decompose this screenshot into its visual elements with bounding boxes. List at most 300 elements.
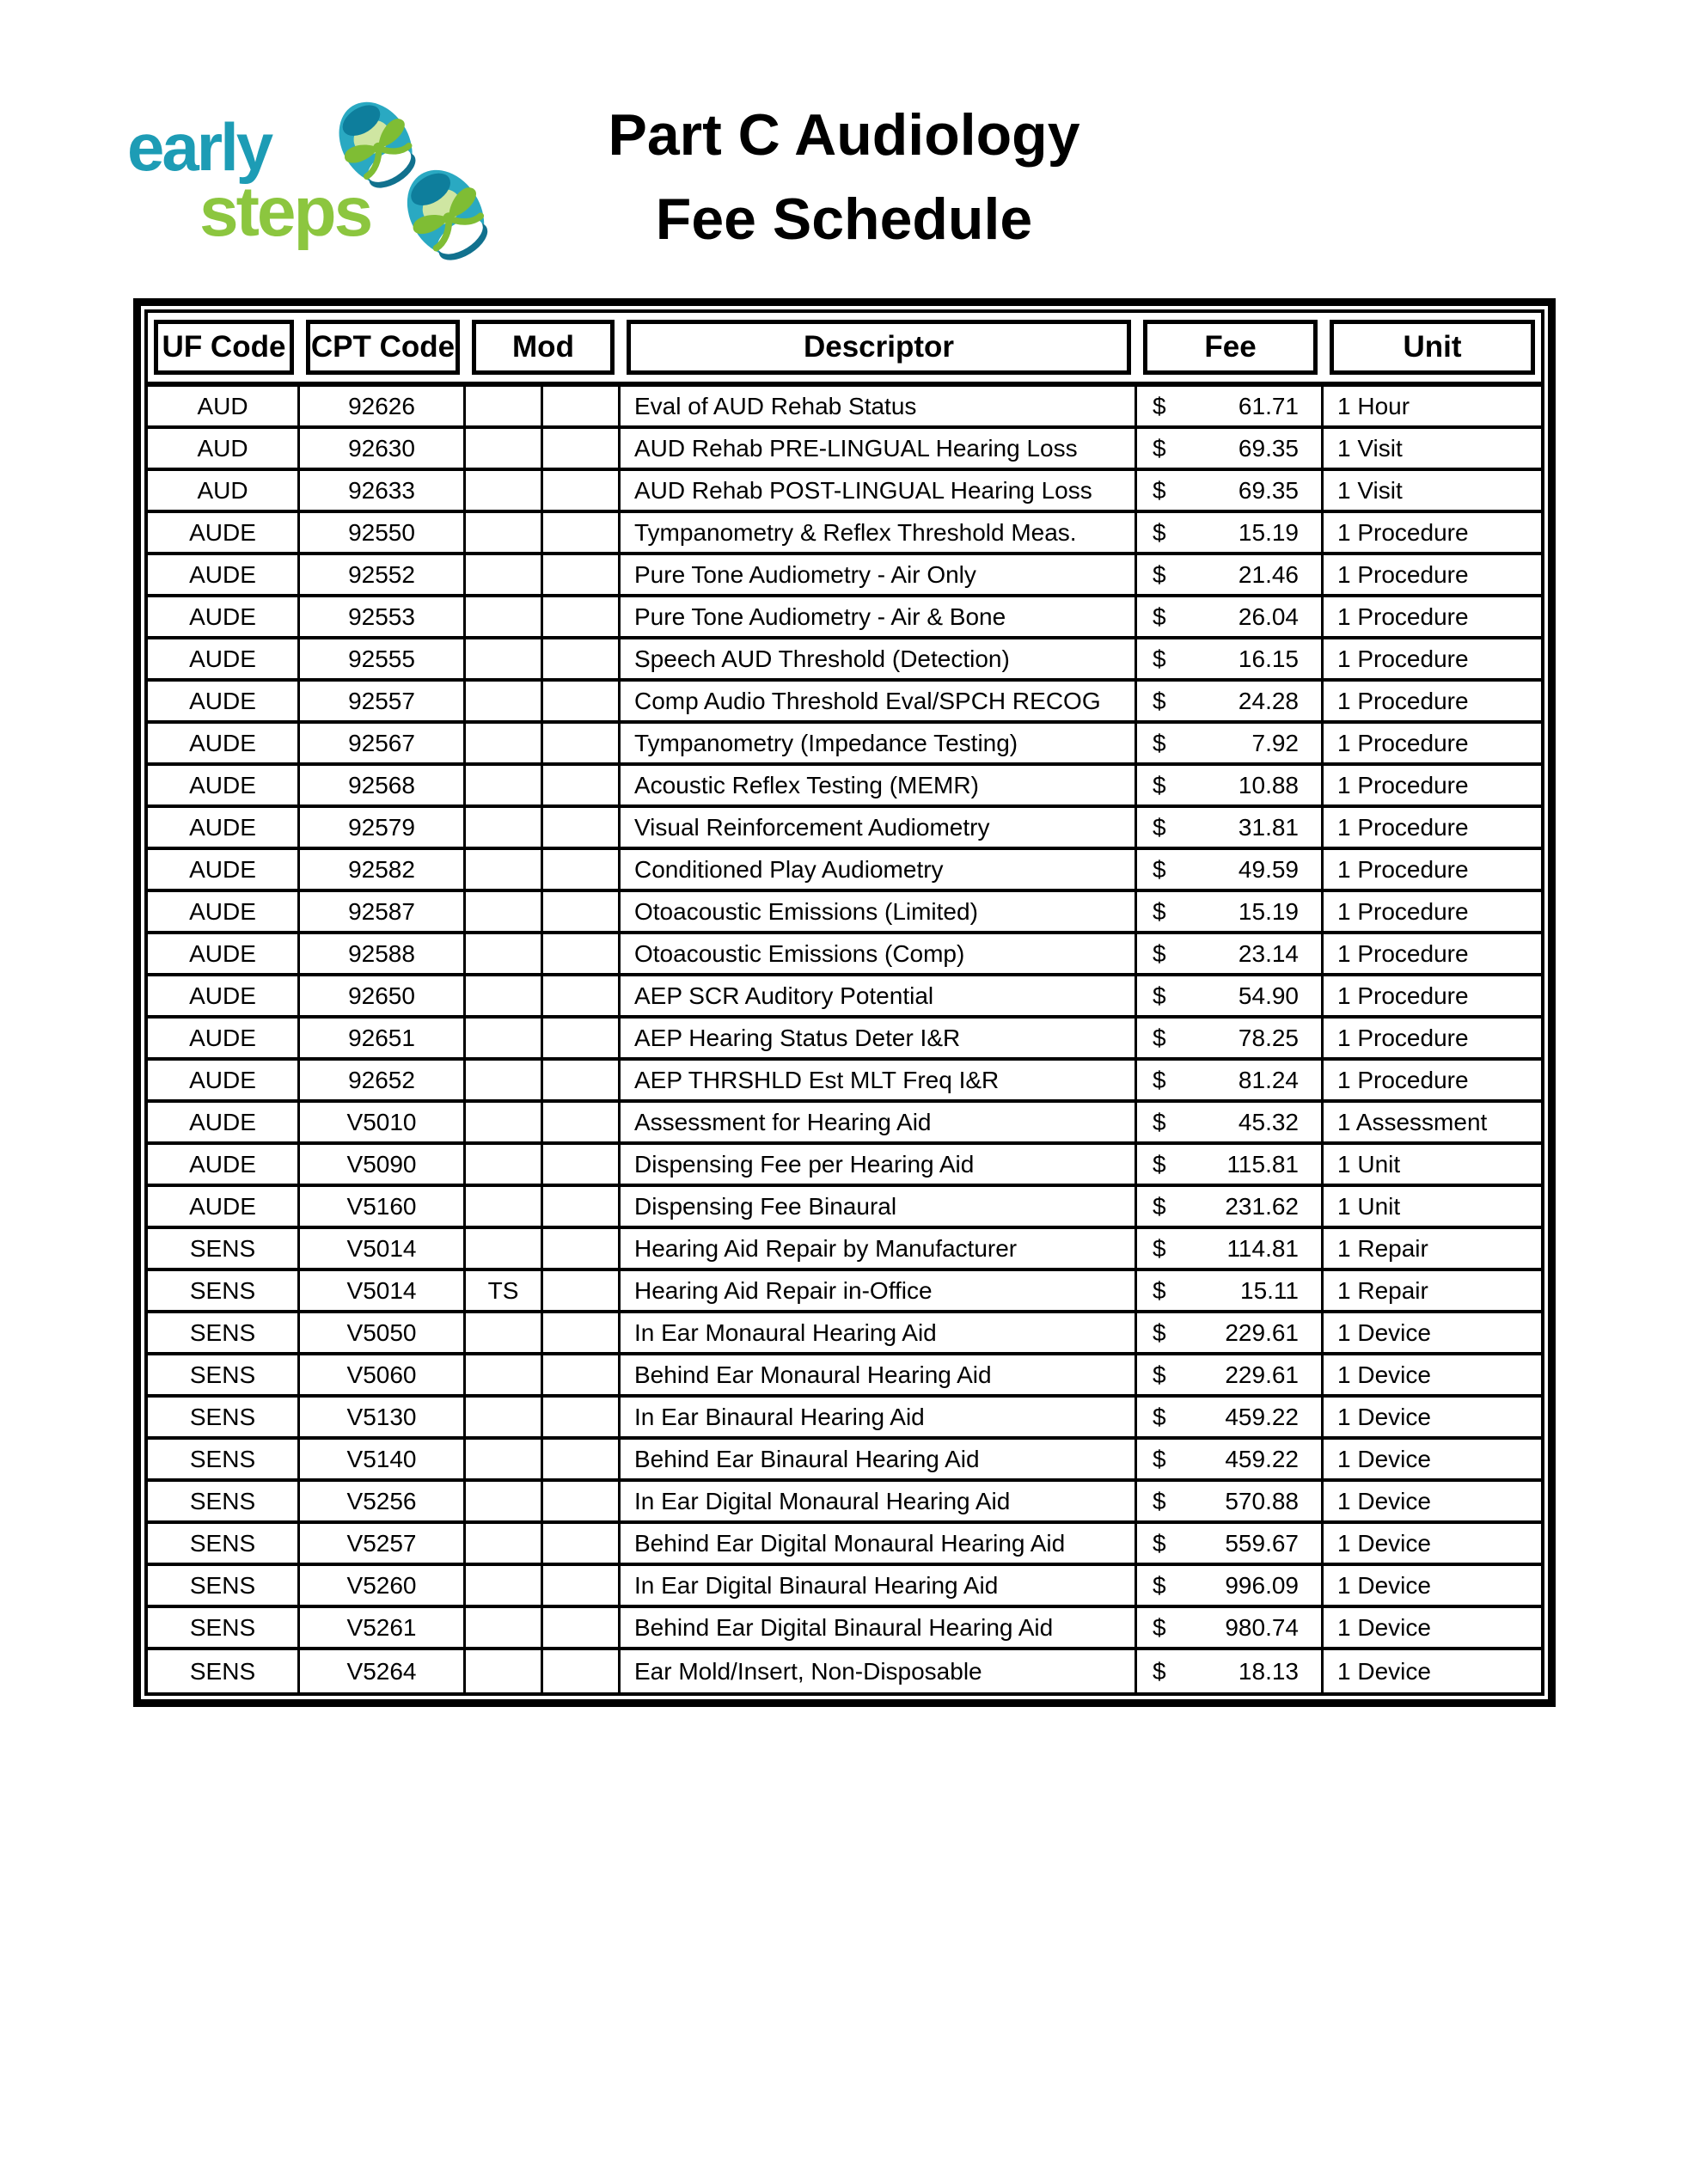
cpt-code-cell: 92550 [300,513,466,552]
unit-cell: 1 Procedure [1337,518,1469,546]
unit-cell: 1 Device [1337,1613,1431,1641]
cpt-code-cell: V5140 [300,1440,466,1478]
descriptor-cell: AUD Rehab POST-LINGUAL Hearing Loss [621,471,1137,510]
mod2-cell [543,471,621,510]
mod1-cell [466,597,543,636]
fee-amount: 459.22 [1225,1445,1299,1472]
unit-cell: 1 Procedure [1337,855,1469,883]
mod1-cell [466,1187,543,1226]
table-row [148,1061,1541,1103]
unit-cell: 1 Hour [1337,392,1410,419]
currency-symbol: $ [1153,603,1166,630]
unit-cell: 1 Procedure [1337,1024,1469,1051]
mod1-cell [466,1313,543,1352]
fee-schedule-table-inner [144,309,1544,1696]
descriptor-cell: Pure Tone Audiometry - Air & Bone [621,597,1137,636]
table-row [148,471,1541,513]
descriptor-cell: Speech AUD Threshold (Detection) [621,639,1137,678]
fee-cell [1137,387,1324,425]
fee-amount: 61.71 [1238,392,1299,419]
table-row [148,976,1541,1019]
uf-code-cell: AUDE [148,1061,300,1099]
cpt-code-cell: V5060 [300,1355,466,1394]
mod2-cell [543,1440,621,1478]
mod2-cell [543,1398,621,1436]
fee-cell [1137,1524,1324,1563]
mod1-cell [466,934,543,973]
fee-cell [1137,724,1324,762]
currency-symbol: $ [1153,939,1166,967]
header-label-cpt-code: CPT Code [306,320,460,375]
descriptor-cell: In Ear Monaural Hearing Aid [621,1313,1137,1352]
unit-cell: 1 Device [1337,1657,1431,1685]
fee-amount: 15.19 [1238,897,1299,925]
currency-symbol: $ [1153,729,1166,756]
unit-cell: 1 Repair [1337,1276,1428,1304]
descriptor-cell: AEP Hearing Status Deter I&R [621,1019,1137,1057]
descriptor-cell: Acoustic Reflex Testing (MEMR) [621,766,1137,804]
fee-amount: 996.09 [1225,1571,1299,1599]
unit-cell: 1 Unit [1337,1192,1401,1220]
table-row [148,1103,1541,1145]
uf-code-cell: AUD [148,471,300,510]
table-row [148,387,1541,429]
currency-symbol: $ [1153,687,1166,714]
mod1-cell [466,1398,543,1436]
header-label-descriptor: Descriptor [627,320,1131,375]
table-row [148,1440,1541,1482]
mod2-cell [543,1103,621,1141]
uf-code-cell: AUDE [148,934,300,973]
unit-cell: 1 Procedure [1337,687,1469,714]
table-row [148,1229,1541,1271]
fee-amount: 459.22 [1225,1403,1299,1430]
page-title [0,93,1688,261]
fee-cell [1137,892,1324,931]
table-row [148,892,1541,934]
currency-symbol: $ [1153,434,1166,462]
currency-symbol: $ [1153,855,1166,883]
fee-amount: 78.25 [1238,1024,1299,1051]
table-row [148,1398,1541,1440]
fee-cell [1137,976,1324,1015]
descriptor-cell: Conditioned Play Audiometry [621,850,1137,889]
table-row [148,1271,1541,1313]
cpt-code-cell: 92557 [300,682,466,720]
fee-cell [1137,1061,1324,1099]
fee-cell [1137,1187,1324,1226]
fee-amount: 54.90 [1238,982,1299,1009]
uf-code-cell: SENS [148,1271,300,1310]
logo-word-steps: steps [199,173,371,251]
table-row [148,1482,1541,1524]
uf-code-cell: AUDE [148,766,300,804]
header-label-unit: Unit [1330,320,1535,375]
fee-amount: 15.11 [1240,1276,1299,1304]
currency-symbol: $ [1153,1150,1166,1178]
cpt-code-cell: 92587 [300,892,466,931]
uf-code-cell: SENS [148,1355,300,1394]
mod2-cell [543,1187,621,1226]
uf-code-cell: AUDE [148,808,300,847]
currency-symbol: $ [1153,1234,1166,1262]
cpt-code-cell: V5160 [300,1187,466,1226]
descriptor-cell: Tympanometry (Impedance Testing) [621,724,1137,762]
fee-amount: 10.88 [1238,771,1299,798]
mod1-cell [466,850,543,889]
mod2-cell [543,892,621,931]
fee-amount: 49.59 [1238,855,1299,883]
descriptor-cell: Hearing Aid Repair by Manufacturer [621,1229,1137,1268]
cpt-code-cell: 92552 [300,555,466,594]
mod2-cell [543,1229,621,1268]
fee-amount: 31.81 [1238,813,1299,841]
mod1-cell [466,1355,543,1394]
descriptor-cell: Behind Ear Monaural Hearing Aid [621,1355,1137,1394]
page-title-line2: Fee Schedule [655,187,1033,252]
currency-symbol: $ [1153,897,1166,925]
mod1-cell: TS [466,1271,543,1310]
cpt-code-cell: V5010 [300,1103,466,1141]
descriptor-cell: Visual Reinforcement Audiometry [621,808,1137,847]
descriptor-cell: In Ear Digital Binaural Hearing Aid [621,1566,1137,1605]
fee-cell [1137,934,1324,973]
fee-amount: 69.35 [1238,476,1299,504]
fee-amount: 15.19 [1238,518,1299,546]
currency-symbol: $ [1153,1487,1166,1514]
fee-amount: 81.24 [1238,1066,1299,1093]
currency-symbol: $ [1153,1192,1166,1220]
mod2-cell [543,1355,621,1394]
descriptor-cell: Behind Ear Binaural Hearing Aid [621,1440,1137,1478]
mod2-cell [543,597,621,636]
descriptor-cell: AEP SCR Auditory Potential [621,976,1137,1015]
fee-cell [1137,429,1324,468]
fee-cell [1137,1271,1324,1310]
uf-code-cell: SENS [148,1440,300,1478]
table-row [148,724,1541,766]
table-row [148,766,1541,808]
uf-code-cell: AUDE [148,1187,300,1226]
unit-cell: 1 Device [1337,1487,1431,1514]
mod2-cell [543,1566,621,1605]
descriptor-cell: Dispensing Fee Binaural [621,1187,1137,1226]
unit-cell: 1 Procedure [1337,939,1469,967]
uf-code-cell: SENS [148,1229,300,1268]
fee-cell [1137,639,1324,678]
descriptor-cell: AEP THRSHLD Est MLT Freq I&R [621,1061,1137,1099]
uf-code-cell: AUD [148,387,300,425]
descriptor-cell: In Ear Digital Monaural Hearing Aid [621,1482,1137,1520]
uf-code-cell: AUDE [148,555,300,594]
cpt-code-cell: 92568 [300,766,466,804]
unit-cell: 1 Device [1337,1529,1431,1557]
table-row [148,682,1541,724]
fee-cell [1137,1608,1324,1647]
unit-cell: 1 Unit [1337,1150,1401,1178]
currency-symbol: $ [1153,1318,1166,1346]
table-row [148,1019,1541,1061]
mod2-cell [543,682,621,720]
uf-code-cell: AUDE [148,976,300,1015]
table-row [148,1524,1541,1566]
unit-cell: 1 Procedure [1337,560,1469,588]
header-label-mod: Mod [472,320,615,375]
fee-cell [1137,1398,1324,1436]
unit-cell: 1 Device [1337,1361,1431,1388]
fee-cell [1137,1103,1324,1141]
table-row [148,597,1541,639]
fee-cell [1137,1566,1324,1605]
mod2-cell [543,1061,621,1099]
descriptor-cell: Otoacoustic Emissions (Limited) [621,892,1137,931]
mod1-cell [466,1524,543,1563]
unit-cell: 1 Device [1337,1571,1431,1599]
mod2-cell [543,1313,621,1352]
mod2-cell [543,639,621,678]
table-row [148,1650,1541,1692]
table-row [148,1608,1541,1650]
currency-symbol: $ [1153,1657,1166,1685]
cpt-code-cell: 92567 [300,724,466,762]
fee-cell [1137,808,1324,847]
mod2-cell [543,934,621,973]
mod2-cell [543,766,621,804]
uf-code-cell: AUDE [148,597,300,636]
mod1-cell [466,1019,543,1057]
currency-symbol: $ [1153,771,1166,798]
mod1-cell [466,429,543,468]
table-row [148,429,1541,471]
cpt-code-cell: V5256 [300,1482,466,1520]
descriptor-cell: Pure Tone Audiometry - Air Only [621,555,1137,594]
currency-symbol: $ [1153,982,1166,1009]
header-cell-unit [1324,313,1541,382]
header-cell-fee [1137,313,1324,382]
mod1-cell [466,1440,543,1478]
unit-cell: 1 Procedure [1337,603,1469,630]
fee-schedule-table [133,298,1556,1707]
fee-cell [1137,1650,1324,1692]
table-row [148,850,1541,892]
cpt-code-cell: V5130 [300,1398,466,1436]
mod2-cell [543,1608,621,1647]
mod1-cell [466,682,543,720]
currency-symbol: $ [1153,1613,1166,1641]
cpt-code-cell: V5261 [300,1608,466,1647]
fee-amount: 114.81 [1226,1234,1299,1262]
uf-code-cell: SENS [148,1398,300,1436]
fee-amount: 570.88 [1225,1487,1299,1514]
fee-amount: 16.15 [1238,645,1299,672]
mod1-cell [466,387,543,425]
fee-cell [1137,1019,1324,1057]
table-row [148,1187,1541,1229]
cpt-code-cell: 92579 [300,808,466,847]
table-row [148,555,1541,597]
descriptor-cell: Behind Ear Digital Binaural Hearing Aid [621,1608,1137,1647]
fee-cell [1137,1440,1324,1478]
unit-cell: 1 Device [1337,1403,1431,1430]
unit-cell: 1 Device [1337,1445,1431,1472]
table-row [148,1145,1541,1187]
uf-code-cell: AUDE [148,639,300,678]
fee-amount: 24.28 [1238,687,1299,714]
mod2-cell [543,724,621,762]
uf-code-cell: SENS [148,1313,300,1352]
uf-code-cell: AUDE [148,850,300,889]
fee-amount: 21.46 [1238,560,1299,588]
fee-cell [1137,682,1324,720]
table-row [148,1313,1541,1355]
unit-cell: 1 Assessment [1337,1108,1488,1135]
currency-symbol: $ [1153,1108,1166,1135]
mod1-cell [466,1229,543,1268]
header-cell-uf-code [148,313,300,382]
fee-table-body [148,387,1541,1692]
mod1-cell [466,1566,543,1605]
header-cell-descriptor [621,313,1137,382]
mod2-cell [543,1271,621,1310]
uf-code-cell: SENS [148,1650,300,1692]
uf-code-cell: AUDE [148,724,300,762]
header-label-fee: Fee [1143,320,1318,375]
mod1-cell [466,1482,543,1520]
fee-amount: 7.92 [1251,729,1299,756]
fee-cell [1137,850,1324,889]
cpt-code-cell: V5090 [300,1145,466,1184]
table-row [148,808,1541,850]
mod2-cell [543,808,621,847]
descriptor-cell: Comp Audio Threshold Eval/SPCH RECOG [621,682,1137,720]
mod2-cell [543,1650,621,1692]
descriptor-cell: Ear Mold/Insert, Non-Disposable [621,1650,1137,1692]
descriptor-cell: Dispensing Fee per Hearing Aid [621,1145,1137,1184]
currency-symbol: $ [1153,1571,1166,1599]
currency-symbol: $ [1153,1403,1166,1430]
fee-cell [1137,1313,1324,1352]
fee-amount: 559.67 [1225,1529,1299,1557]
logo-word-early: early [127,109,272,185]
mod1-cell [466,976,543,1015]
currency-symbol: $ [1153,392,1166,419]
descriptor-cell: Eval of AUD Rehab Status [621,387,1137,425]
unit-cell: 1 Procedure [1337,982,1469,1009]
fee-amount: 69.35 [1238,434,1299,462]
mod2-cell [543,850,621,889]
mod1-cell [466,639,543,678]
mod1-cell [466,892,543,931]
mod2-cell [543,513,621,552]
descriptor-cell: Tympanometry & Reflex Threshold Meas. [621,513,1137,552]
uf-code-cell: AUDE [148,1103,300,1141]
currency-symbol: $ [1153,1024,1166,1051]
mod1-cell [466,766,543,804]
descriptor-cell: Hearing Aid Repair in-Office [621,1271,1137,1310]
cpt-code-cell: 92555 [300,639,466,678]
currency-symbol: $ [1153,1529,1166,1557]
currency-symbol: $ [1153,813,1166,841]
mod2-cell [543,1482,621,1520]
mod1-cell [466,1061,543,1099]
fee-amount: 23.14 [1238,939,1299,967]
cpt-code-cell: V5014 [300,1229,466,1268]
descriptor-cell: AUD Rehab PRE-LINGUAL Hearing Loss [621,429,1137,468]
fee-cell [1137,766,1324,804]
table-row [148,513,1541,555]
uf-code-cell: AUD [148,429,300,468]
cpt-code-cell: V5050 [300,1313,466,1352]
currency-symbol: $ [1153,1276,1166,1304]
currency-symbol: $ [1153,1066,1166,1093]
cpt-code-cell: 92650 [300,976,466,1015]
cpt-code-cell: 92553 [300,597,466,636]
unit-cell: 1 Procedure [1337,897,1469,925]
fee-cell [1137,1355,1324,1394]
mod1-cell [466,1650,543,1692]
mod1-cell [466,513,543,552]
cpt-code-cell: V5014 [300,1271,466,1310]
fee-cell [1137,471,1324,510]
fee-amount: 26.04 [1238,603,1299,630]
table-row [148,1566,1541,1608]
table-row [148,934,1541,976]
cpt-code-cell: 92582 [300,850,466,889]
uf-code-cell: AUDE [148,1019,300,1057]
cpt-code-cell: V5264 [300,1650,466,1692]
currency-symbol: $ [1153,560,1166,588]
cpt-code-cell: V5260 [300,1566,466,1605]
mod1-cell [466,1608,543,1647]
uf-code-cell: SENS [148,1566,300,1605]
table-row [148,1355,1541,1398]
uf-code-cell: AUDE [148,1145,300,1184]
fee-amount: 229.61 [1225,1318,1299,1346]
uf-code-cell: AUDE [148,682,300,720]
descriptor-cell: Assessment for Hearing Aid [621,1103,1137,1141]
unit-cell: 1 Procedure [1337,729,1469,756]
unit-cell: 1 Procedure [1337,771,1469,798]
uf-code-cell: SENS [148,1482,300,1520]
currency-symbol: $ [1153,645,1166,672]
cpt-code-cell: 92626 [300,387,466,425]
mod1-cell [466,471,543,510]
header-cell-cpt-code [300,313,466,382]
fee-amount: 115.81 [1226,1150,1299,1178]
table-header-row [148,313,1541,387]
header-label-uf-code: UF Code [154,320,294,375]
fee-amount: 980.74 [1225,1613,1299,1641]
fee-cell [1137,1145,1324,1184]
cpt-code-cell: 92588 [300,934,466,973]
descriptor-cell: Otoacoustic Emissions (Comp) [621,934,1137,973]
table-row [148,639,1541,682]
fee-cell [1137,1229,1324,1268]
mod2-cell [543,555,621,594]
unit-cell: 1 Device [1337,1318,1431,1346]
mod2-cell [543,1145,621,1184]
uf-code-cell: SENS [148,1524,300,1563]
currency-symbol: $ [1153,1361,1166,1388]
mod1-cell [466,1103,543,1141]
unit-cell: 1 Visit [1337,434,1403,462]
unit-cell: 1 Visit [1337,476,1403,504]
fee-cell [1137,1482,1324,1520]
uf-code-cell: AUDE [148,513,300,552]
mod1-cell [466,724,543,762]
mod2-cell [543,976,621,1015]
fee-amount: 229.61 [1225,1361,1299,1388]
